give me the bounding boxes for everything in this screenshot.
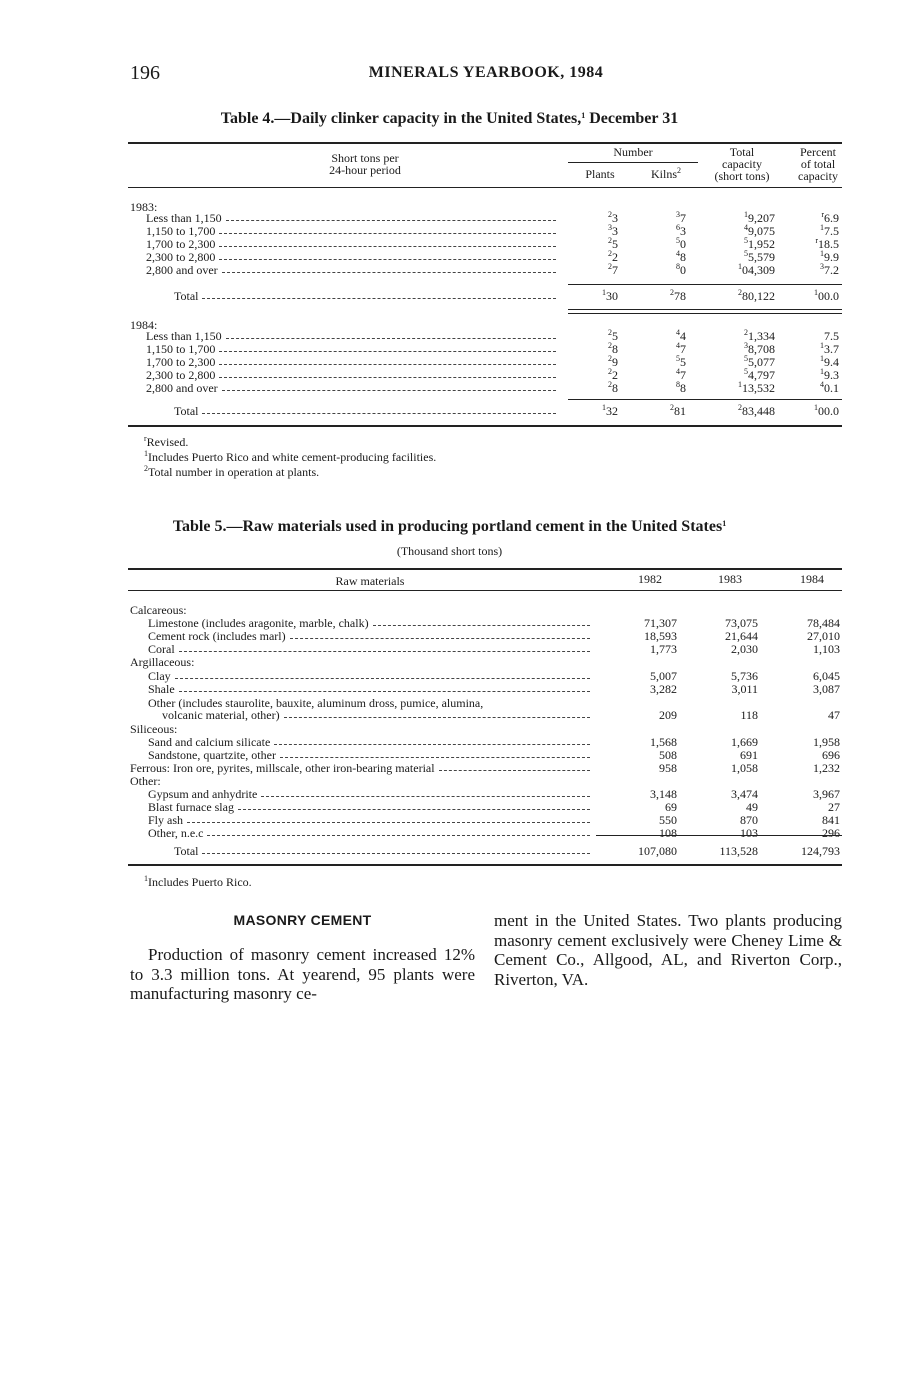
- cell-1982: 1,568: [650, 735, 677, 749]
- cell-1983: 49: [746, 800, 758, 814]
- row-label: 2,800 and over: [146, 263, 218, 277]
- cell-capacity: $^5$5,579: [744, 249, 775, 264]
- table4-header-period: Short tons per 24-hour period: [329, 151, 401, 177]
- cell-1983: 21,644: [725, 629, 758, 643]
- cell-kilns: $^2$81: [670, 403, 686, 418]
- dot-leader: [175, 678, 590, 679]
- cell-capacity: $^1$13,532: [738, 380, 775, 395]
- row-label: 1,700 to 2,300: [146, 237, 216, 251]
- table4-header-plants: Plants: [585, 167, 615, 181]
- table4-header-percent: Percent of total capacity: [798, 145, 838, 183]
- dot-leader: [202, 413, 556, 414]
- cell-percent: $^1$00.0: [814, 288, 839, 303]
- table4-double-rule: [568, 313, 842, 314]
- cell-1982: 5,007: [650, 669, 677, 683]
- cell-percent: $^3$7.2: [820, 262, 839, 277]
- cell-kilns: $^6$3: [676, 223, 686, 238]
- table4-subtotal-rule: [568, 399, 842, 400]
- cell-capacity: $^2$83,448: [738, 403, 775, 418]
- masonry-heading: MASONRY CEMENT: [233, 912, 372, 928]
- cell-percent: $^r$18.5: [815, 236, 839, 251]
- row-label: Gypsum and anhydrite: [148, 787, 258, 801]
- table4-footnote: $^1$Includes Puerto Rico and white cement-producing facilities.: [144, 449, 437, 464]
- row-label: Less than 1,150: [146, 211, 222, 225]
- cell-1983: 1,669: [731, 735, 758, 749]
- row-label: Total: [174, 404, 199, 418]
- cell-1983: 103: [740, 826, 758, 840]
- row-label: 1,150 to 1,700: [146, 224, 216, 238]
- dot-leader: [202, 853, 590, 854]
- cell-1984: 1,958: [813, 735, 840, 749]
- row-label: Argillaceous:: [130, 655, 195, 669]
- cell-1983: 113,528: [719, 844, 758, 858]
- table5-row: [0, 736, 899, 749]
- running-head: MINERALS YEARBOOK, 1984: [368, 64, 604, 81]
- row-label: 2,300 to 2,800: [146, 250, 216, 264]
- cell-percent: $^1$9.3: [820, 367, 839, 382]
- table5-row: [0, 723, 899, 736]
- cell-kilns: $^5$0: [676, 236, 686, 251]
- dot-leader: [373, 625, 590, 626]
- row-label: Other, n.e.c: [148, 826, 204, 840]
- row-label: Other (includes staurolite, bauxite, aluminum dross, pumice, alumina,: [148, 696, 484, 710]
- cell-plants: $^2$3: [608, 210, 618, 225]
- cell-kilns: $^8$0: [676, 262, 686, 277]
- cell-percent: $^1$00.0: [814, 403, 839, 418]
- cell-percent: 7.5: [824, 329, 839, 343]
- dot-leader: [439, 770, 590, 771]
- cell-1982: 550: [659, 813, 677, 827]
- cell-capacity: $^3$8,708: [744, 341, 775, 356]
- dot-leader: [274, 744, 590, 745]
- page-header: [130, 62, 842, 86]
- cell-percent: $^1$7.5: [820, 223, 839, 238]
- dot-leader: [179, 651, 590, 652]
- cell-capacity: $^4$9,075: [744, 223, 775, 238]
- cell-1982: 958: [659, 761, 677, 775]
- dot-leader: [226, 338, 556, 339]
- dot-leader: [202, 298, 556, 299]
- row-label: Limestone (includes aragonite, marble, chalk): [148, 616, 369, 630]
- table4-subtotal-rule: [568, 284, 842, 285]
- row-label: Ferrous: Iron ore, pyrites, millscale, other iron-bearing material: [130, 761, 435, 775]
- cell-1983: 3,011: [731, 682, 758, 696]
- table4-double-rule: [568, 309, 842, 310]
- row-label: Other:: [130, 774, 161, 788]
- cell-plants: $^2$9: [608, 354, 618, 369]
- cell-percent: $^1$9.4: [820, 354, 839, 369]
- cell-1984: 27,010: [807, 629, 840, 643]
- row-label: Shale: [148, 682, 175, 696]
- dot-leader: [179, 691, 590, 692]
- cell-1983: 2,030: [731, 642, 758, 656]
- table5-row: [0, 617, 899, 630]
- cell-1982: 108: [659, 826, 677, 840]
- cell-1983: 3,474: [731, 787, 758, 801]
- row-label: 1,150 to 1,700: [146, 342, 216, 356]
- cell-plants: $^2$8: [608, 341, 618, 356]
- table5-row: [0, 801, 899, 814]
- dot-leader: [222, 272, 556, 273]
- table5-footnote: $^1$Includes Puerto Rico.: [144, 874, 252, 889]
- dot-leader: [219, 246, 556, 247]
- row-label: 2,300 to 2,800: [146, 368, 216, 382]
- cell-1983: 691: [740, 748, 758, 762]
- dot-leader: [226, 220, 556, 221]
- table5-row: [0, 670, 899, 683]
- table4-number-rule: [568, 162, 698, 163]
- table4-footnote: $^2$Total number in operation at plants.: [144, 464, 320, 479]
- row-label: Coral: [148, 642, 175, 656]
- cell-1984: 696: [822, 748, 840, 762]
- cell-plants: $^2$5: [608, 236, 618, 251]
- row-label: 1,700 to 2,300: [146, 355, 216, 369]
- dot-leader: [219, 259, 556, 260]
- cell-1984: 1,103: [813, 642, 840, 656]
- table4-bottom-rule: [128, 425, 842, 427]
- cell-1984: 841: [822, 813, 840, 827]
- dot-leader: [219, 233, 556, 234]
- cell-percent: $^r$6.9: [821, 210, 839, 225]
- cell-1982: 3,282: [650, 682, 677, 696]
- cell-1982: 3,148: [650, 787, 677, 801]
- table5-top-rule: [128, 568, 842, 570]
- table5-row: [0, 827, 899, 840]
- table4-header-capacity: Total capacity (short tons): [714, 145, 770, 183]
- cell-plants: $^2$8: [608, 380, 618, 395]
- cell-capacity: $^5$1,952: [744, 236, 775, 251]
- row-label: 2,800 and over: [146, 381, 218, 395]
- table5-title: Table 5.—Raw materials used in producing portland cement in the United States$^1$: [172, 518, 727, 535]
- row-label: Blast furnace slag: [148, 800, 234, 814]
- table5-header-1982: 1982: [638, 572, 662, 586]
- cell-capacity: $^1$04,309: [738, 262, 775, 277]
- dot-leader: [290, 638, 590, 639]
- cell-1984: 3,087: [813, 682, 840, 696]
- cell-1983: 1,058: [731, 761, 758, 775]
- table5-row: [0, 630, 899, 643]
- row-label: Cement rock (includes marl): [148, 629, 286, 643]
- cell-kilns: $^4$4: [676, 328, 686, 343]
- row-label: Total: [174, 289, 199, 303]
- table4-title: Table 4.—Daily clinker capacity in the United States,$^1$ December 31: [220, 110, 679, 127]
- table5-header-1983: 1983: [718, 572, 742, 586]
- cell-plants: $^2$7: [608, 262, 618, 277]
- cell-percent: $^1$9.9: [820, 249, 839, 264]
- cell-1984: 78,484: [807, 616, 840, 630]
- dot-leader: [238, 809, 590, 810]
- dot-leader: [261, 796, 590, 797]
- cell-1982: 1,773: [650, 642, 677, 656]
- cell-plants: $^2$2: [608, 249, 618, 264]
- dot-leader: [280, 757, 590, 758]
- table4-total-row: [0, 290, 899, 303]
- cell-percent: $^4$0.1: [820, 380, 839, 395]
- table4-row: [0, 264, 899, 277]
- row-label: Sandstone, quartzite, other: [148, 748, 276, 762]
- table4-header-number: Number: [613, 145, 653, 159]
- row-label: Less than 1,150: [146, 329, 222, 343]
- cell-plants: $^2$2: [608, 367, 618, 382]
- dot-leader: [187, 822, 590, 823]
- dot-leader: [207, 835, 590, 836]
- cell-1983: 118: [740, 708, 758, 722]
- cell-1982: 18,593: [644, 629, 677, 643]
- cell-percent: $^1$3.7: [820, 341, 839, 356]
- cell-1984: 296: [822, 826, 840, 840]
- table5-subtitle: (Thousand short tons): [396, 544, 503, 558]
- cell-1984: 124,793: [801, 844, 840, 858]
- dot-leader: [219, 377, 556, 378]
- cell-kilns: $^4$7: [676, 341, 686, 356]
- cell-1984: 27: [828, 800, 840, 814]
- row-label: Total: [174, 844, 199, 858]
- dot-leader: [219, 364, 556, 365]
- table5-total-row: [0, 845, 899, 858]
- row-label: Siliceous:: [130, 722, 178, 736]
- cell-capacity: $^2$80,122: [738, 288, 775, 303]
- table4-footnote: $^r$Revised.: [144, 434, 189, 449]
- cell-1982: 71,307: [644, 616, 677, 630]
- cell-1984: 1,232: [813, 761, 840, 775]
- cell-1982: 107,080: [638, 844, 677, 858]
- table5-row: [0, 656, 899, 669]
- cell-1982: 508: [659, 748, 677, 762]
- cell-1983: 5,736: [731, 669, 758, 683]
- cell-1983: 870: [740, 813, 758, 827]
- cell-kilns: $^4$7: [676, 367, 686, 382]
- cell-capacity: $^2$1,334: [744, 328, 775, 343]
- cell-1983: 73,075: [725, 616, 758, 630]
- table4-header-kilns: Kilns$^2$: [650, 166, 681, 181]
- table5-row: [0, 775, 899, 788]
- cell-1984: 6,045: [813, 669, 840, 683]
- table5-subtotal-rule: [596, 835, 842, 836]
- cell-kilns: $^8$8: [676, 380, 686, 395]
- cell-plants: $^3$3: [608, 223, 618, 238]
- cell-capacity: $^5$5,077: [744, 354, 775, 369]
- cell-kilns: $^3$7: [676, 210, 686, 225]
- table4-row: [0, 382, 899, 395]
- row-label: Clay: [148, 669, 171, 683]
- table5-header-1984: 1984: [800, 572, 824, 586]
- cell-capacity: $^1$9,207: [744, 210, 775, 225]
- dot-leader: [219, 351, 556, 352]
- table4-year-label: 1984:: [130, 318, 158, 332]
- table5-row: [0, 709, 899, 722]
- cell-plants: $^2$5: [608, 328, 618, 343]
- row-label: Sand and calcium silicate: [148, 735, 271, 749]
- cell-1984: 47: [828, 708, 840, 722]
- dot-leader: [222, 390, 556, 391]
- cell-kilns: $^5$5: [676, 354, 686, 369]
- cell-kilns: $^4$8: [676, 249, 686, 264]
- masonry-paragraph-col2: ment in the United States. Two plants producing masonry cement exclusively were Cheney Lime & Cement Co., Allgood, AL, and Riverton Corp., Riverton, VA.: [494, 911, 842, 989]
- table4-year-label: 1983:: [130, 200, 158, 214]
- cell-kilns: $^2$78: [670, 288, 686, 303]
- table5-row: [0, 814, 899, 827]
- table5-row: [0, 604, 899, 617]
- table5-row: [0, 683, 899, 696]
- cell-plants: $^1$32: [602, 403, 618, 418]
- cell-1982: 69: [665, 800, 677, 814]
- table4-header-rule: [128, 187, 842, 188]
- dot-leader: [284, 717, 590, 718]
- table4-total-row: [0, 405, 899, 418]
- table5-header-rule: [128, 590, 842, 591]
- row-label: Calcareous:: [130, 603, 187, 617]
- page-number: 196: [130, 62, 160, 84]
- cell-capacity: $^5$4,797: [744, 367, 775, 382]
- cell-plants: $^1$30: [602, 288, 618, 303]
- table5-row: [0, 788, 899, 801]
- cell-1982: 209: [659, 708, 677, 722]
- row-label: volcanic material, other): [162, 708, 280, 722]
- table5-bottom-rule: [128, 864, 842, 866]
- cell-1984: 3,967: [813, 787, 840, 801]
- masonry-paragraph-col1: Production of masonry cement increased 12% to 3.3 million tons. At yearend, 95 plants were manufacturing masonry ce-: [130, 945, 475, 1003]
- table5-header-material: Raw materials: [335, 574, 405, 588]
- table4-top-rule: [128, 142, 842, 144]
- row-label: Fly ash: [148, 813, 184, 827]
